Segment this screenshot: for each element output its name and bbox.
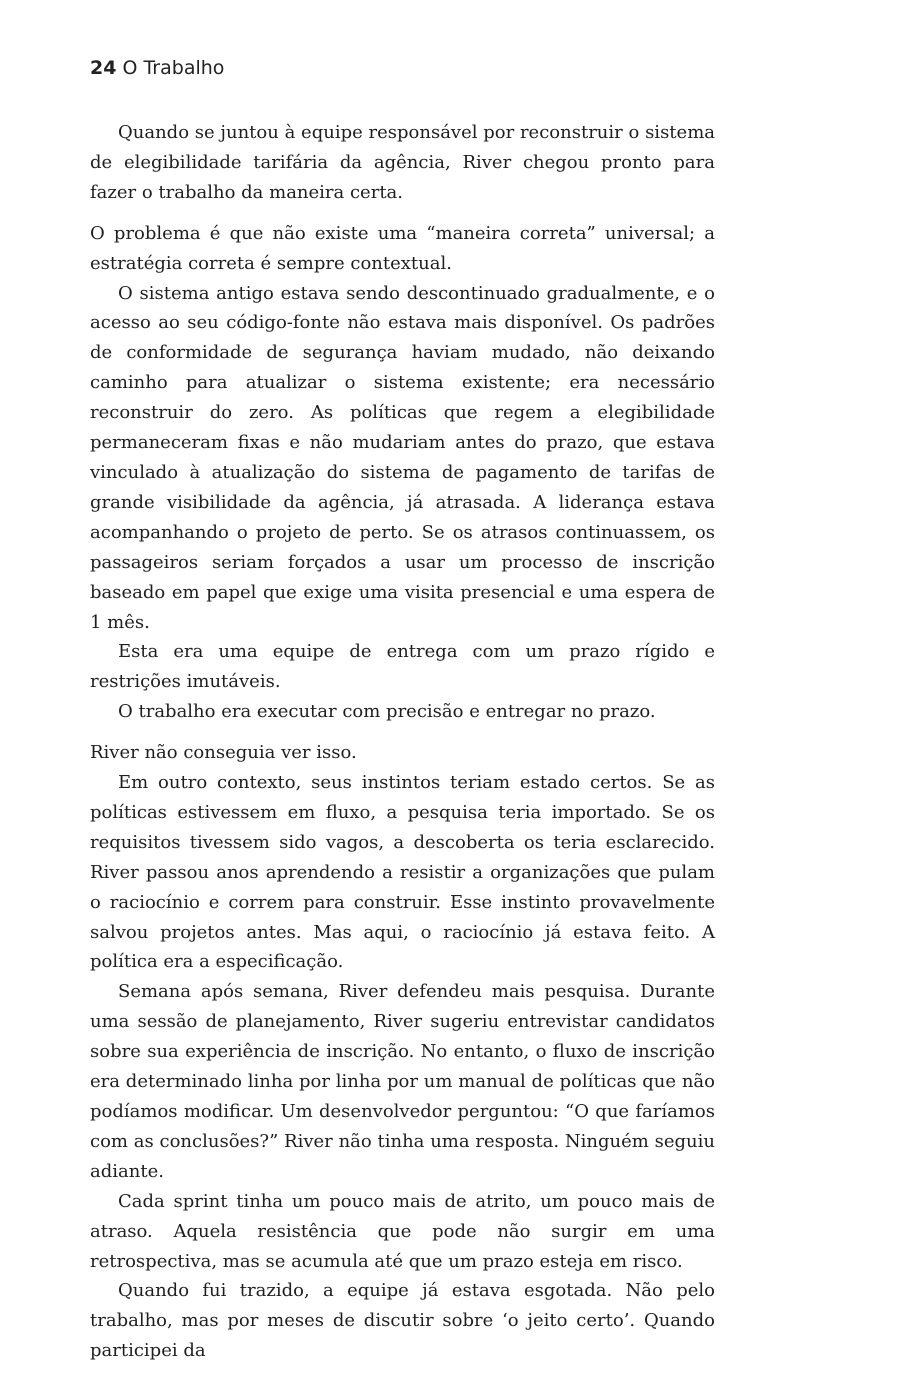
paragraph: O trabalho era executar com precisão e entregar no prazo. — [118, 701, 656, 723]
paragraph: Quando se juntou à equipe responsável por reconstruir o sistema de elegibilidade tarifária da agência, River chegou pronto para fazer o trabalho da maneira certa. — [90, 122, 715, 203]
running-head — [90, 57, 224, 79]
page-number: 24 — [90, 57, 117, 79]
paragraph: Esta era uma equipe de entrega com um prazo rígido e restrições imutáveis. — [90, 641, 715, 693]
paragraph: Semana após semana, River defendeu mais pesquisa. Durante uma sessão de planejamento, River sugeriu entrevistar candidatos sobre sua experiência de inscrição. No entanto, o fluxo de inscrição era determinado linha por linha por um manual de políticas que não podíamos modificar. Um desenvolvedor perguntou: “O que faríamos com as conclusões?” River não tinha uma resposta. Ninguém seguiu adiante. — [90, 981, 715, 1182]
paragraph: O sistema antigo estava sendo descontinuado gradualmente, e o acesso ao seu código-fonte não estava mais disponível. Os padrões de conformidade de segurança haviam mudado, não deixando caminho para atualizar o sistema existente; era necessário reconstruir do zero. As políticas que regem a elegibilidade permaneceram fixas e não mudariam antes do prazo, que estava vinculado à atualização do sistema de pagamento de tarifas de grande visibilidade da agência, já atrasada. A liderança estava acompanhando o projeto de perto. Se os atrasos continuassem, os passageiros seriam forçados a usar um processo de inscrição baseado em papel que exige uma visita presencial e uma espera de 1 mês. — [90, 282, 715, 633]
chapter-title: O Trabalho — [122, 57, 225, 79]
body-text — [90, 118, 715, 1366]
paragraph: O problema é que não existe uma “maneira correta” universal; a estratégia correta é sempre contextual. — [90, 222, 715, 274]
paragraph: Cada sprint tinha um pouco mais de atrito, um pouco mais de atraso. Aquela resistência que pode não surgir em uma retrospectiva, mas se acumula até que um prazo esteja em risco. — [90, 1190, 715, 1272]
paragraph: Em outro contexto, seus instintos teriam estado certos. Se as políticas estivessem em fluxo, a pesquisa teria importado. Se os requisitos tivessem sido vagos, a descoberta os teria esclarecido. River passou anos aprendendo a resistir a organizações que pulam o raciocínio e correm para construir. Esse instinto provavelmente salvou projetos antes. Mas aqui, o raciocínio já estava feito. A política era a especificação. — [90, 772, 715, 973]
paragraph: Quando fui trazido, a equipe já estava esgotada. Não pelo trabalho, mas por meses de discutir sobre ‘o jeito certo’. Quando participei da — [90, 1280, 715, 1362]
paragraph: River não conseguia ver isso. — [90, 742, 357, 764]
